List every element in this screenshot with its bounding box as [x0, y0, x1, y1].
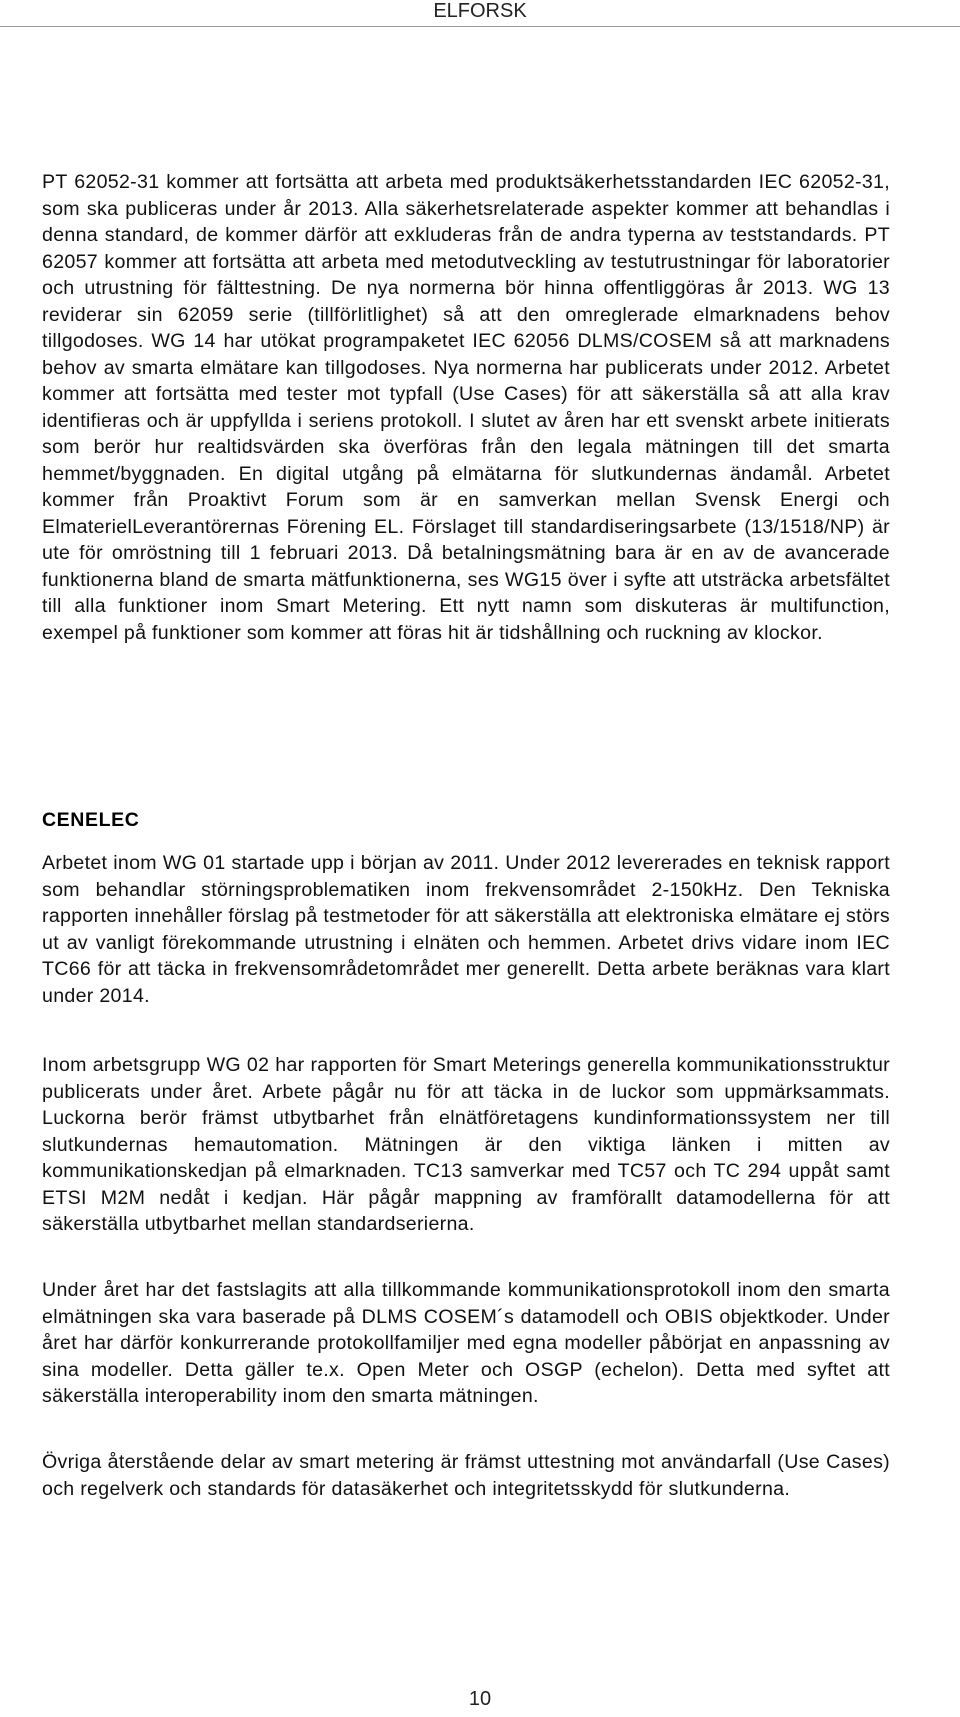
paragraph-wg02: Inom arbetsgrupp WG 02 har rapporten för Smart Meterings generella kommunikationsstruktur publicerats under året. Arbete pågår nu för att täcka in de luckor som uppmärksammats. Luckorna berör främst utbytbarhet från elnätföretagens kundinformationssystem ner till slutkundernas hemautomation. Mätningen är den viktiga länken i mitten av kommunikationskedjan på elmarknaden. TC13 samverkar med TC57 och TC 294 uppåt samt ETSI M2M nedåt i kedjan. Här pågår mappning av framförallt datamodellerna för att säkerställa utbytbarhet mellan standardserierna.	[42, 1054, 890, 1235]
paragraph-remaining-parts: Övriga återstående delar av smart metering är främst uttestning mot användarfall (Use Cases) och regelverk och standards för datasäkerhet och integritetsskydd för slutkunderna.	[42, 1451, 890, 1500]
paragraph-iec-tc13: PT 62052-31 kommer att fortsätta att arbeta med produktsäkerhetsstandarden IEC 62052-31, som ska publiceras under år 2013. Alla säkerhetsrelaterade aspekter kommer att behandlas i denna standard, de kommer därför att exkluderas från de andra typerna av teststandards. PT 62057 kommer att fortsätta att arbeta med metodutveckling av testutrustningar för laboratorier och utrustning för fälttestning. De nya normerna bör hinna offentliggöras år 2013. WG 13 reviderar sin 62059 serie (tillförlitlighet) så att den omreglerade elmarknadens behov tillgodoses. WG 14 har utökat programpaketet IEC 62056 DLMS/COSEM så att marknadens behov av smarta elmätare kan tillgodoses. Nya normerna har publicerats under 2012. Arbetet kommer att fortsätta med tester mot typfall (Use Cases) för att säkerställa så att alla krav identifieras och är uppfyllda i seriens protokoll. I slutet av åren har ett svenskt arbete initierats som berör hur realtidsvärden ska överföras från den legala mätningen till det smarta hemmet/byggnaden. En digital utgång på elmätarna för slutkundernas ändamål. Arbetet kommer från Proaktivt Forum som är en samverkan mellan Svensk Energi och ElmaterielLeverantörernas Förening EL. Förslaget till standardiseringsarbete (13/1518/NP) är ute för omröstning till 1 februari 2013. Då betalningsmätning bara är en av de avancerade funktionerna bland de smarta mätfunktionerna, ses WG15 över i syfte att utsträcka arbetsfältet till alla funktioner inom Smart Metering. Ett nytt namn som diskuteras är multifunction, exempel på funktioner som kommer att föras hit är tidshållning och ruckning av klockor.	[42, 171, 890, 644]
page-number: 10	[468, 1688, 492, 1710]
running-header: ELFORSK	[433, 0, 527, 22]
header-rule	[0, 26, 960, 27]
section-heading-cenelec: CENELEC	[42, 809, 140, 831]
paragraph-dlms-cosem: Under året har det fastslagits att alla tillkommande kommunikationsprotokoll inom den smarta elmätningen ska vara baserade på DLMS COSEM´s datamodell och OBIS objektkoder. Under året har därför konkurrerande protokollfamiljer med egna modeller påbörjat en anpassning av sina modeller. Detta gäller te.x. Open Meter och OSGP (echelon). Detta med syftet att säkerställa interoperability inom den smarta mätningen.	[42, 1279, 890, 1407]
paragraph-wg01: Arbetet inom WG 01 startade upp i början av 2011. Under 2012 levererades en teknisk rapport som behandlar störningsproblematiken inom frekvensområdet 2-150kHz. Den Tekniska rapporten innehåller förslag på testmetoder för att säkerställa att elektroniska elmätare ej störs ut av vanligt förekommande utrustning i elnäten och hemmen. Arbetet drivs vidare inom IEC TC66 för att täcka in frekvensområdetområdet mer generellt. Detta arbete beräknas vara klart under 2014.	[42, 852, 890, 1007]
